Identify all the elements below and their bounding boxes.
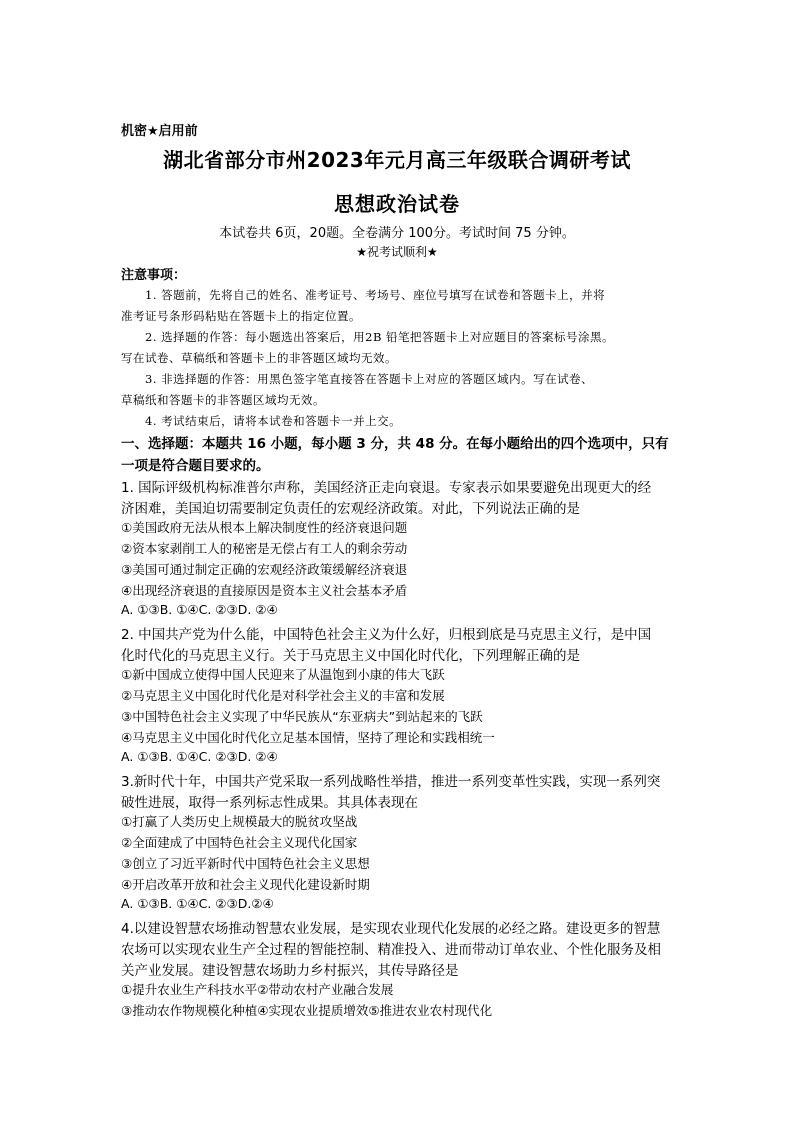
exam-title: 湖北省部分市州2023年元月高三年级联合调研考试 <box>163 148 631 172</box>
question-stem: 2. 中国共产党为什么能，中国特色社会主义为什么好，归根到底是马克思主义行，是中国 <box>121 627 652 643</box>
question-stem: 农场可以实现农业生产全过程的智能控制、精准投入、进而带动订单农业、个性化服务及相 <box>121 942 661 958</box>
question-stem: 3.新时代十年，中国共产党采取一系列战略性举措，推进一系列变革性实践，实现一系列突 <box>121 774 661 790</box>
question-option: ②资本家剥削工人的秘密是无偿占有工人的剩余劳动 <box>121 541 408 556</box>
note-line: 1. 答题前，先将自己的姓名、准考证号、考场号、座位号填写在试卷和答题卡上，并将 <box>145 288 606 302</box>
exam-intro: 本试卷共 6页，20题。全卷满分 100分。考试时间 75 分钟。 <box>219 226 575 241</box>
note-line: 准考证号条形码粘贴在答题卡上的指定位置。 <box>121 309 361 323</box>
note-line: 写在试卷、草稿纸和答题卡上的非答题区域均无效。 <box>121 351 397 365</box>
answer-choices: A. ①③B. ①④C. ②③D. ②④ <box>121 749 278 764</box>
question-option: ③美国可通过制定正确的宏观经济政策缓解经济衰退 <box>121 562 408 577</box>
question-option: ①新中国成立使得中国人民迎来了从温饱到小康的伟大飞跃 <box>121 667 445 682</box>
note-line: 草稿纸和答题卡的非答题区域均无效。 <box>121 393 325 407</box>
note-line: 4. 考试结束后，请将本试卷和答题卡一并上交。 <box>145 414 402 428</box>
question-option: ③创立了习近平新时代中国特色社会主义思想 <box>121 856 370 871</box>
question-option: ④出现经济衰退的直接原因是资本主义社会基本矛盾 <box>121 583 408 598</box>
exam-subtitle: 思想政治试卷 <box>334 192 460 216</box>
question-stem: 4.以建设智慧农场推动智慧农业发展，是实现农业现代化发展的必经之路。建设更多的智慧 <box>121 921 661 937</box>
question-option: ①打赢了人类历史上规模最大的脱贫攻坚战 <box>121 814 358 829</box>
notes-heading: 注意事项： <box>121 268 187 283</box>
question-option: ②马克思主义中国化时代化是对科学社会主义的丰富和发展 <box>121 688 445 703</box>
question-option: ④开启改革开放和社会主义现代化建设新时期 <box>121 877 370 892</box>
question-option: ②全面建成了中国特色社会主义现代化国家 <box>121 835 358 850</box>
section-heading: 一、选择题：本题共 16 小题，每小题 3 分，共 48 分。在每小题给出的四个选项中，只有 <box>121 436 669 452</box>
question-stem: 化时代化的马克思主义行。关于马克思主义中国化时代化，下列理解正确的是 <box>121 648 580 664</box>
section-heading-cont: 一项是符合题目要求的。 <box>121 458 270 474</box>
question-stem: 关产业发展。建设智慧农场助力乡村振兴，其传导路径是 <box>121 963 459 979</box>
question-stem: 破性进展，取得一系列标志性成果。其具体表现在 <box>121 795 418 811</box>
note-line: 3. 非选择题的作答：用黑色签字笔直接答在答题卡上对应的答题区域内。写在试卷、 <box>145 372 594 386</box>
question-option: ①美国政府无法从根本上解决制度性的经济衰退问题 <box>121 520 408 535</box>
answer-choices: A. ①③B. ①④C. ②③D. ②④ <box>121 602 278 617</box>
secret-label: 机密★启用前 <box>121 124 198 139</box>
question-option: ③中国特色社会主义实现了中华民族从“东亚病夫”到站起来的飞跃 <box>121 709 483 724</box>
note-line: 2. 选择题的作答：每小题选出答案后，用2B 铅笔把答题卡上对应题目的答案标号涂黑。 <box>145 330 615 344</box>
question-option: ④马克思主义中国化时代化立足基本国情，坚持了理论和实践相统一 <box>121 730 495 745</box>
question-stem: 1. 国际评级机构标准普尔声称，美国经济正走向衰退。专家表示如果要避免出现更大的经 <box>121 480 652 496</box>
good-luck-line: ★祝考试顺利★ <box>356 245 438 259</box>
question-option: ③推动农作物规模化种植④实现农业提质增效⑤推进农业农村现代化 <box>121 1003 493 1018</box>
question-option: ①提升农业生产科技水平②带动农村产业融合发展 <box>121 982 394 997</box>
question-stem: 济困难，美国迫切需要制定负责任的宏观经济政策。对此，下列说法正确的是 <box>121 501 580 517</box>
answer-choices: A. ①③B. ①④C. ②③D.②④ <box>121 896 274 911</box>
